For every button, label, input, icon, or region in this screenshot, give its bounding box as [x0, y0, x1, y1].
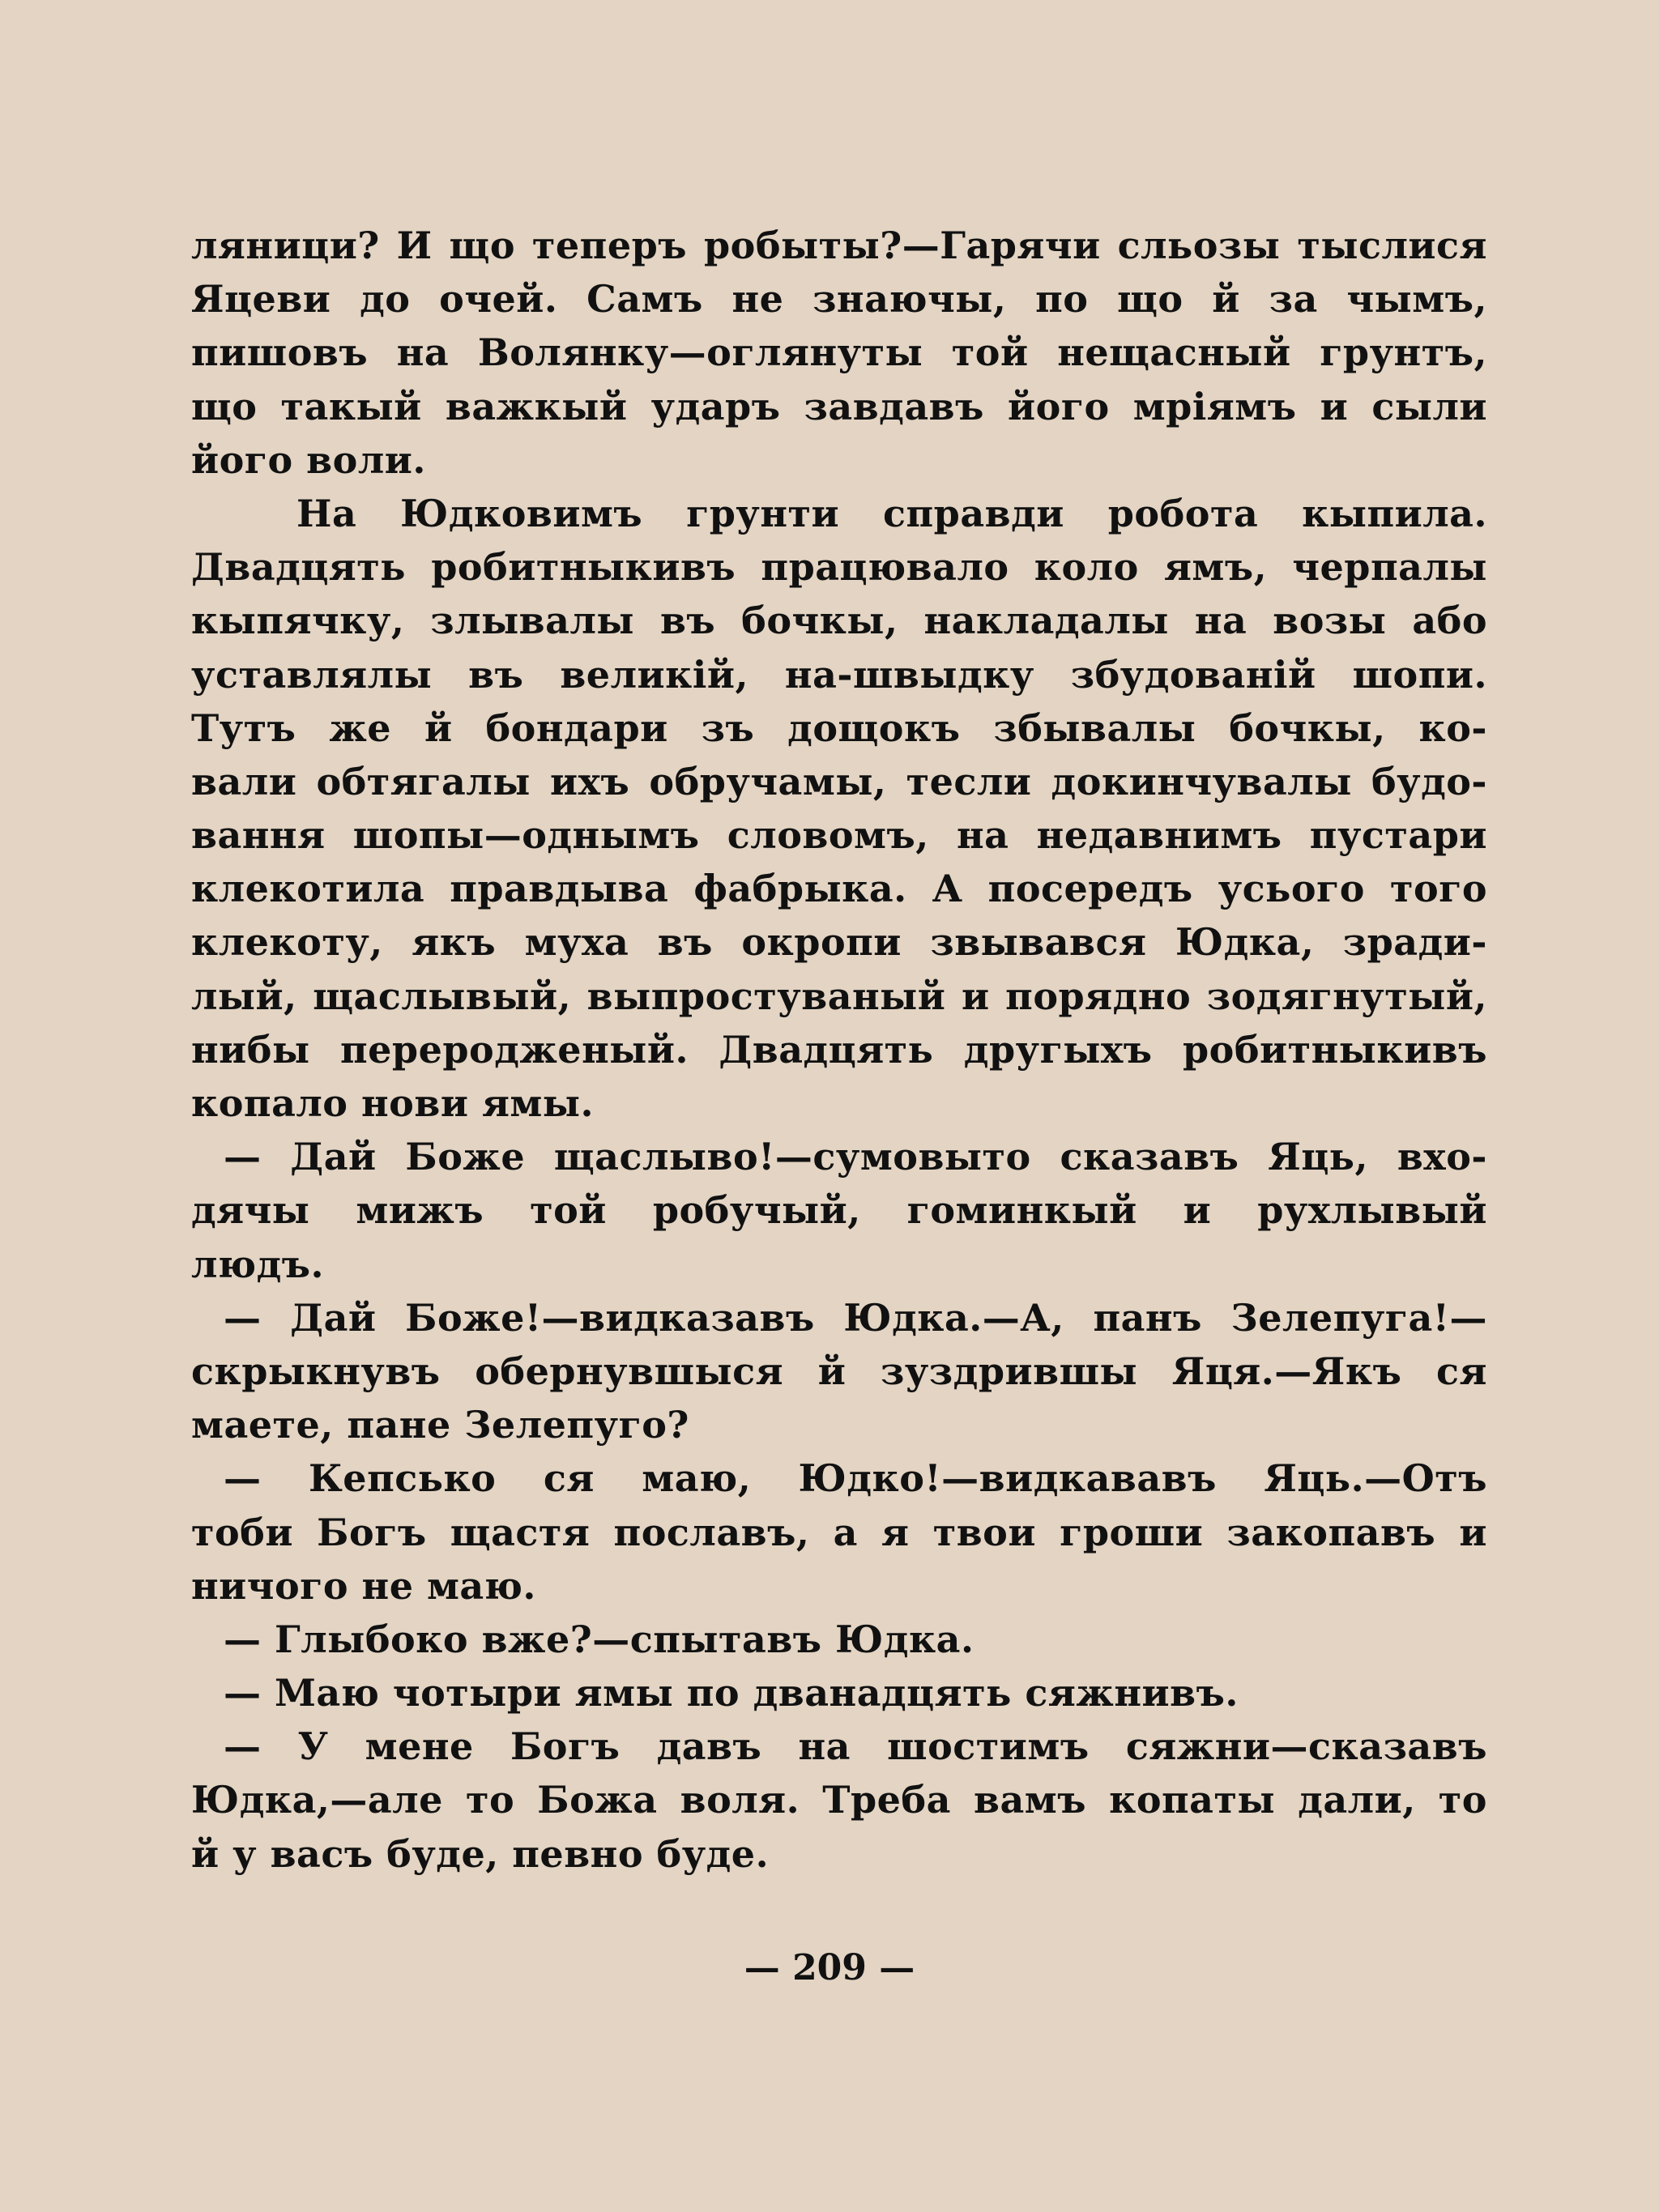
text-line: й у васъ буде, певно буде. — [191, 1831, 770, 1876]
text-line: ничого не маю. — [191, 1563, 536, 1608]
text-line: ляници? И що теперъ робыты?—Гарячи сльозы тыслися — [191, 224, 1487, 267]
text-line: клекотила правдыва фабрыка. А посередъ усього того — [191, 867, 1487, 911]
text-line: кыпячку, злывалы въ бочкы, накладалы на возы або — [191, 599, 1487, 643]
text-line: Тутъ же й бондари зъ дощокъ збывалы бочкы, ко- — [191, 705, 1487, 750]
text-line: — Дай Боже!—видказавъ Юдка.—А, панъ Зелепуга!— — [224, 1295, 1487, 1340]
text-line: уставлялы въ великій, на-швыдку збудованій шопи. — [191, 652, 1487, 697]
text-line: пишовъ на Волянку—оглянуты той нещасный грунтъ, — [191, 330, 1487, 375]
text-line: Юдка,—але то Божа воля. Треба вамъ копаты дали, то — [191, 1778, 1487, 1822]
text-line: — Кепсько ся маю, Юдко!—видкававъ Яць.—Отъ — [224, 1456, 1487, 1501]
text-line: маете, пане Зелепуго? — [191, 1403, 689, 1447]
text-line: — Маю чотыри ямы по дванадцять сяжнивъ. — [224, 1671, 1239, 1715]
text-line: нибы переродженый. Двадцять другыхъ робитныкивъ — [191, 1027, 1487, 1072]
text-line: — Дай Боже щаслыво!—сумовыто сказавъ Яць, вхо- — [224, 1135, 1487, 1179]
text-line: — Глыбоко вже?—спытавъ Юдка. — [224, 1617, 975, 1661]
text-line: клекоту, якъ муха въ окропи звывався Юдка, зради- — [191, 920, 1487, 965]
text-line: що такый важкый ударъ завдавъ його мріямъ и сыли — [191, 384, 1487, 428]
text-line: вання шопы—однымъ словомъ, на недавнимъ пустари — [191, 813, 1487, 858]
text-line: тоби Богъ щастя пославъ, а я твои гроши закопавъ и — [191, 1510, 1487, 1554]
text-line: — У мене Богъ давъ на шостимъ сяжни—сказавъ — [224, 1724, 1487, 1769]
text-line: копало нови ямы. — [191, 1081, 595, 1125]
text-line: вали обтягалы ихъ обручамы, тесли докинчувалы будо- — [191, 759, 1487, 803]
text-line: скрыкнувъ обернувшыся й зуздрившы Яця.—Якъ ся — [191, 1349, 1487, 1393]
text-line: Двадцять робитныкивъ працювало коло ямъ, черпалы — [191, 545, 1487, 590]
text-line: дячы мижъ той робучый, гоминкый и рухлывый — [191, 1188, 1487, 1233]
text-line: його воли. — [191, 437, 426, 482]
text-line: Яцеви до очей. Самъ не знаючы, по що й за чымъ, — [191, 277, 1487, 322]
text-line: На Юдковимъ грунти справди робота кыпила. — [296, 491, 1487, 535]
text-line: людъ. — [191, 1242, 325, 1286]
page-text — [191, 219, 1487, 1881]
page-number: — 209 — — [744, 1947, 915, 1988]
text-line: лый, щаслывый, выпростуваный и порядно зодягнутый, — [191, 974, 1487, 1018]
